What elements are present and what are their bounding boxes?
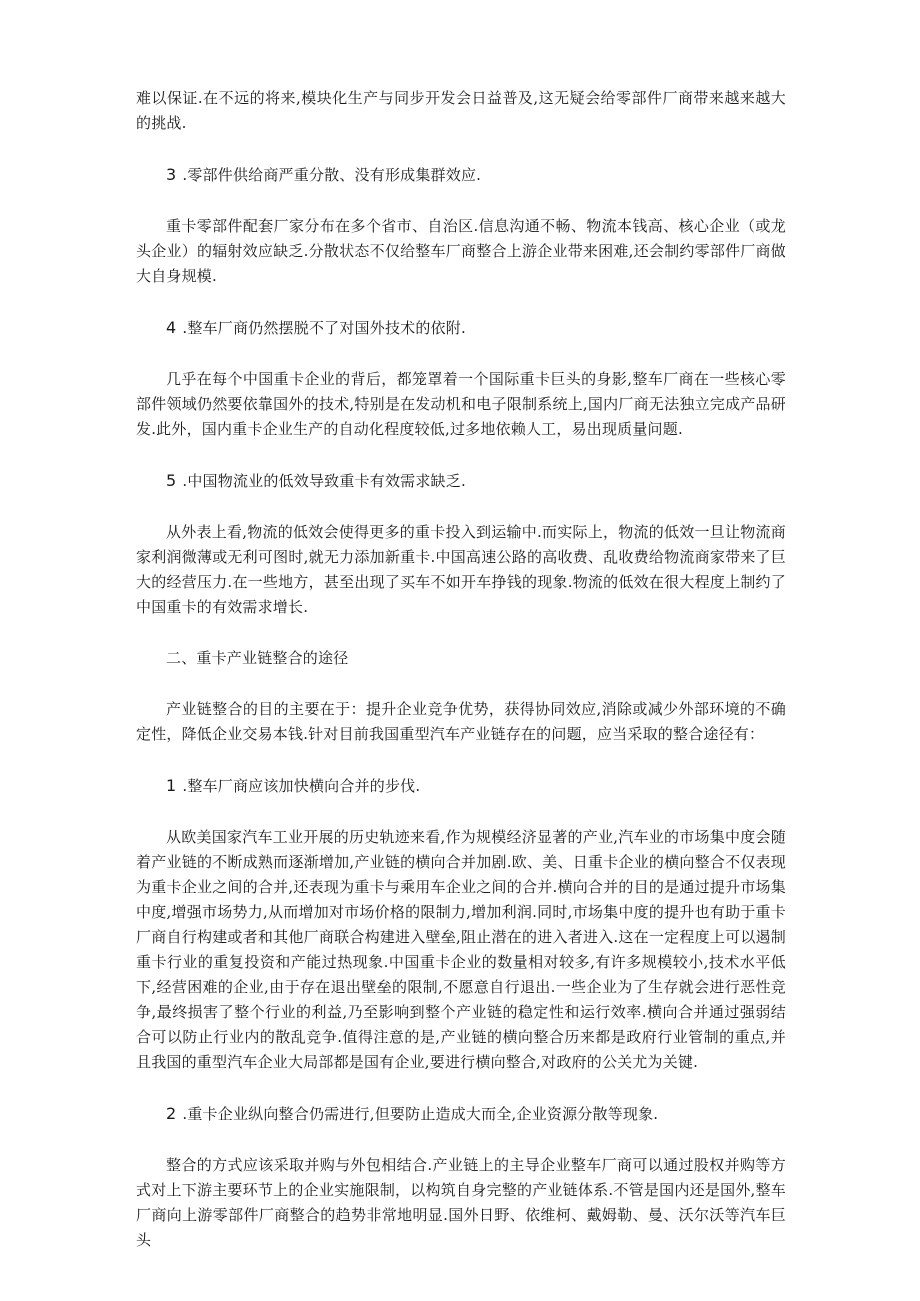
document-body	[136, 86, 786, 1253]
paragraph: 从欧美国家汽车工业开展的历史轨迹来看,作为规模经济显著的产业,汽车业的市场集中度会随着产业链的不断成熟而逐渐增加,产业链的横向合并加剧.欧、美、日重卡企业的横向整合不仅表现为重卡企业之间的合并,还表现为重卡与乘用车企业之间的合并.横向合并的目的是通过提升市场集中度,增强市场势力,从而增加对市场价格的限制力,增加利润.同时,市场集中度的提升也有助于重卡厂商自行构建或者和其他厂商联合构建进入壁垒,阻止潜在的进入者进入.这在一定程度上可以遏制重卡行业的重复投资和产能过热现象.中国重卡企业的数量相对较多,有许多规模较小,技术水平低下,经营困难的企业,由于存在退出壁垒的限制,不愿意自行退出.一些企业为了生存就会进行恶性竞争,最终损害了整个行业的利益,乃至影响到整个产业链的稳定性和运行效率.横向合并通过强弱结合可以防止行业内的散乱竞争.值得注意的是,产业链的横向整合历来都是政府行业管制的重点,并且我国的重型汽车企业大局部都是国有企业,要进行横向整合,对政府的公关尤为关键.	[136, 828, 786, 1071]
paragraph: 重卡零部件配套厂家分布在多个省市、自治区.信息沟通不畅、物流本钱高、核心企业（或龙头企业）的辐射效应缺乏.分散状态不仅给整车厂商整合上游企业带来困难,还会制约零部件厂商做大自身规模.	[136, 217, 786, 285]
paragraph: 产业链整合的目的主要在于：提升企业竞争优势，获得协同效应,消除或减少外部环境的不确定性，降低企业交易本钱.针对目前我国重型汽车产业链存在的问题，应当采取的整合途径有：	[136, 700, 786, 743]
item-number: 2	[166, 1104, 177, 1123]
item-number: 3	[166, 165, 177, 184]
item-heading-text: .整车厂商仍然摆脱不了对国外技术的依附.	[182, 319, 466, 337]
paragraph: 几乎在每个中国重卡企业的背后，都笼罩着一个国际重卡巨头的身影,整车厂商在一些核心零部件领域仍然要依靠国外的技术,特别是在发动机和电子限制系统上,国内厂商无法独立完成产品研发.此外，国内重卡企业生产的自动化程度较低,过多地依赖人工，易出现质量问题.	[136, 370, 786, 438]
paragraph: 整合的方式应该采取并购与外包相结合.产业链上的主导企业整车厂商可以通过股权并购等方式对上下游主要环节上的企业实施限制，以构筑自身完整的产业链体系.不管是国内还是国外,整车厂商向上游零部件厂商整合的趋势非常地明显.国外日野、依维柯、戴姆勒、曼、沃尔沃等汽车巨头	[136, 1156, 786, 1249]
item-heading-text: .零部件供给商严重分散、没有形成集群效应.	[182, 166, 482, 184]
paragraph-continuation: 难以保证.在不远的将来,模块化生产与同步开发会日益普及,这无疑会给零部件厂商带来越来越大的挑战.	[136, 89, 786, 132]
item-heading-text: .整车厂商应该加快横向合并的步伐.	[182, 777, 421, 795]
item-number: 4	[166, 318, 177, 337]
item-number: 1	[166, 776, 177, 795]
item-heading-1	[136, 773, 786, 799]
item-heading-text: .中国物流业的低效导致重卡有效需求缺乏.	[182, 472, 466, 490]
item-heading-3	[136, 162, 786, 188]
paragraph: 从外表上看,物流的低效会使得更多的重卡投入到运输中.而实际上，物流的低效一旦让物流商家利润微薄或无利可图时,就无力添加新重卡.中国高速公路的高收费、乱收费给物流商家带来了巨大的经营压力.在一些地方，甚至出现了买车不如开车挣钱的现象.物流的低效在很大程度上制约了中国重卡的有效需求增长.	[136, 523, 786, 616]
section-title: 二、重卡产业链整合的途径	[166, 649, 349, 667]
item-heading-2	[136, 1101, 786, 1127]
item-heading-5	[136, 468, 786, 494]
item-number: 5	[166, 471, 177, 490]
item-heading-text: .重卡企业纵向整合仍需进行,但要防止造成大而全,企业资源分散等现象.	[182, 1105, 659, 1123]
item-heading-4	[136, 315, 786, 341]
